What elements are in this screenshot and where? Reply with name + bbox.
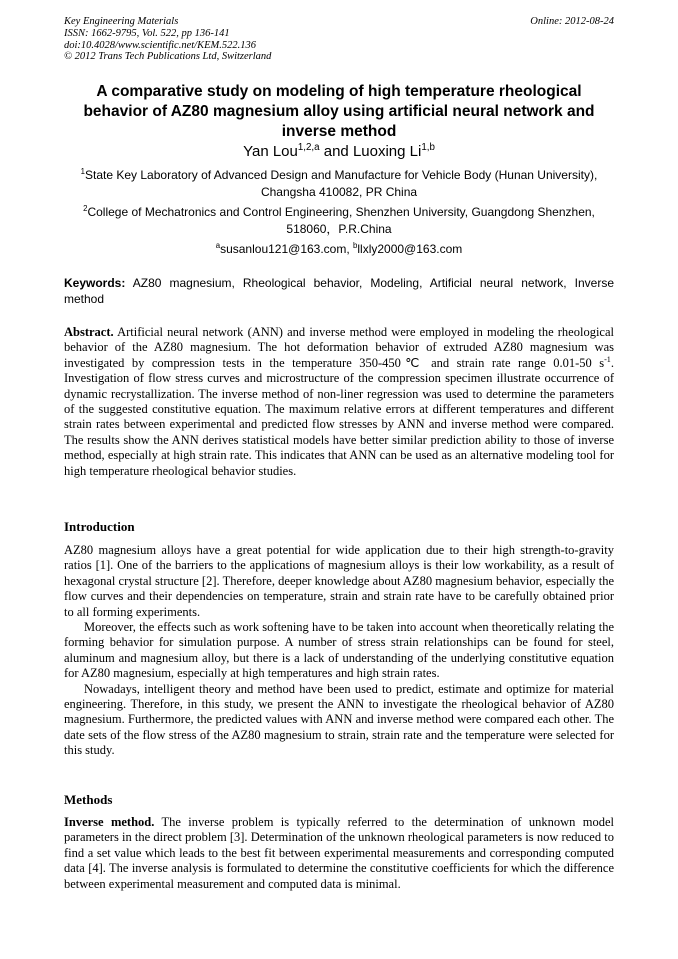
email-superscript: b <box>353 241 358 250</box>
paragraph: AZ80 magnesium alloys have a great potential for wide application due to their high strength-to-gravity ratios [1]. One of the barriers to the applications of magnesium alloys is their low workability, as a result of hexagonal crystal structure [2]. Therefore, deeper knowledge about AZ80 magnesium behavior, especially the flow curves and their dependencies on temperature, strain and strain rate have to be carefully obtained prior to all forming experiments. <box>64 543 614 619</box>
affiliation-superscript: 1 <box>80 167 86 176</box>
doi-line: doi:10.4028/www.scientific.net/KEM.522.136 <box>64 39 256 51</box>
introduction-body <box>64 543 614 759</box>
paragraph: Nowadays, intelligent theory and method have been used to predict, estimate and optimize for material engineering. Therefore, in this study, we present the ANN to investigate the rheological behavior of AZ80 magnesium. Furthermore, the predicted values with ANN and inverse method were compared each other. The date sets of the flow stress of the AZ80 magnesium to strain, strain rate and the temperature were selected for this study. <box>64 681 614 758</box>
affiliation-2 <box>64 204 614 238</box>
online-date: Online: 2012-08-24 <box>530 16 614 27</box>
abstract <box>64 325 614 479</box>
affiliation-1 <box>64 167 614 201</box>
keywords-label: Keywords: <box>64 276 126 290</box>
author-name: Yan Lou <box>243 143 298 160</box>
subsection-label: Inverse method. <box>64 815 155 829</box>
paragraph: Moreover, the effects such as work softening have to be taken into account when theoretically relating the forming behavior for simulation purpose. A number of stress strain relationships can be found for steel, aluminum and magnesium alloy, but there is a lack of understanding of the underlying constitutive equation for AZ80 magnesium, especially at high temperatures and high strain rates. <box>64 620 614 681</box>
abstract-label: Abstract. <box>64 325 114 339</box>
journal-header <box>64 16 614 63</box>
email-link[interactable]: llxly2000@163.com <box>357 242 463 256</box>
affiliation-superscript: 2 <box>83 204 88 213</box>
keywords <box>64 276 614 307</box>
affiliation-text: College of Mechatronics and Control Engineering, Shenzhen University, Guangdong Shenzhen, 518060，P.R.China <box>87 205 595 236</box>
email-line <box>64 241 614 258</box>
keywords-text: AZ80 magnesium, Rheological behavior, Modeling, Artificial neural network, Inverse method <box>64 276 614 306</box>
author-line <box>64 142 614 162</box>
methods-heading: Methods <box>64 792 113 807</box>
abstract-text: . Investigation of flow stress curves and microstructure of the compression specimen illustrate occurrence of dynamic recrystallization. The inverse method of non-liner regression was used to determine the parameters of the suggested constitutive equation. The maximum relative errors at different temperatures and different strain rates between experimental and predicted flow stresses by ANN and inverse method were compared. The results show the ANN derives statistical models have better similar prediction ability to those of inverse method, especially at high strain rate. This indicates that ANN can be used as an alternative modeling tool for high temperature rheological behavior studies. <box>64 355 614 478</box>
abstract-superscript: -1 <box>604 354 611 364</box>
author-superscript: 1,b <box>421 142 435 153</box>
paragraph-text: The inverse problem is typically referred to the determination of unknown model parameters in the direct problem [3]. Determination of the unknown rheological parameters is now reduced to find a set value which leads to the best fit between experimental measurements and corresponding computed data [4]. The inverse analysis is formulated to determine the constitutive coefficients for which the difference between experimental measurement and computed data is minimal. <box>64 815 614 891</box>
paragraph <box>64 815 614 892</box>
abstract-text: Artificial neural network (ANN) and inverse method were employed in modeling the rheological behavior of the AZ80 magnesium. The hot deformation behavior of extruded AZ80 magnesium was investigated by compression tests in the temperature 350-450℃ and strain rate range 0.01-50 s <box>64 325 614 370</box>
journal-name: Key Engineering Materials <box>64 16 179 27</box>
introduction-heading: Introduction <box>64 519 135 534</box>
issn-line: ISSN: 1662-9795, Vol. 522, pp 136-141 <box>64 27 230 39</box>
author-name: Luoxing Li <box>352 143 422 160</box>
affiliation-text: State Key Laboratory of Advanced Design and Manufacture for Vehicle Body (Hunan University), Changsha 410082, PR China <box>85 168 598 199</box>
paper-title: A comparative study on modeling of high temperature rheological behavior of AZ80 magnesium alloy using artificial neural network and inverse method <box>83 83 595 140</box>
email-superscript: a <box>215 241 221 250</box>
copyright-line: © 2012 Trans Tech Publications Ltd, Switzerland <box>64 51 272 63</box>
methods-body <box>64 815 614 892</box>
author-superscript: 1,2,a <box>297 142 320 153</box>
author-conjunction: and <box>319 143 353 160</box>
email-link[interactable]: susanlou121@163.com, <box>220 242 354 256</box>
